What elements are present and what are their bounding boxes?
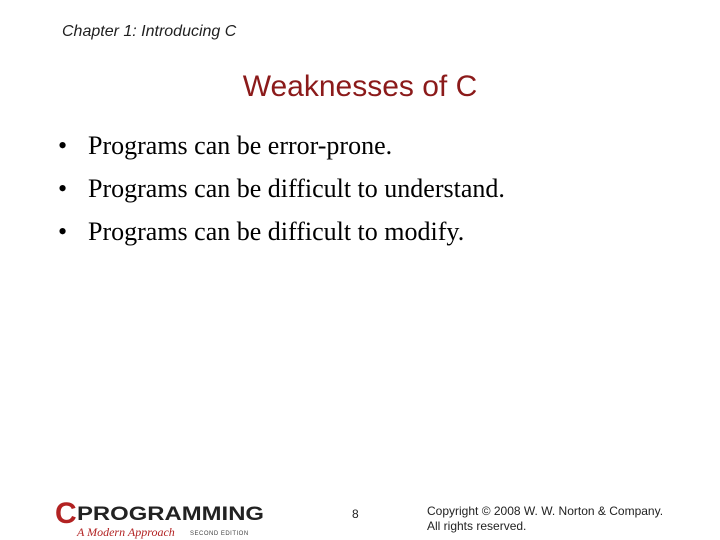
bullet-item: [58, 167, 505, 210]
bullet-text: Programs can be difficult to understand.: [88, 174, 505, 203]
bullet-item: [58, 210, 505, 253]
bullet-text: Programs can be error-prone.: [88, 131, 393, 160]
copyright-line: Copyright © 2008 W. W. Norton & Company.: [427, 504, 664, 518]
c-programming-logo: [55, 498, 270, 540]
bullet-dot-icon: •: [58, 131, 68, 160]
slide-title-text: Weaknesses of C: [242, 70, 478, 103]
logo-edition-text: SECOND EDITION: [190, 531, 249, 537]
bullet-text: Programs can be difficult to modify.: [88, 217, 465, 246]
bullet-list: [58, 124, 505, 253]
logo-subtitle-text: A Modern Approach: [77, 525, 175, 539]
logo-main-text: PROGRAMMING: [77, 504, 264, 525]
page-number: 8: [352, 507, 359, 521]
bullet-dot-icon: •: [58, 174, 68, 203]
logo-c-letter: C: [55, 498, 77, 530]
bullet-dot-icon: •: [58, 217, 68, 246]
chapter-header: Chapter 1: Introducing C: [62, 23, 237, 40]
copyright-line: All rights reserved.: [427, 519, 527, 533]
slide-title: [0, 70, 720, 104]
copyright: [427, 504, 663, 534]
bullet-item: [58, 124, 505, 167]
